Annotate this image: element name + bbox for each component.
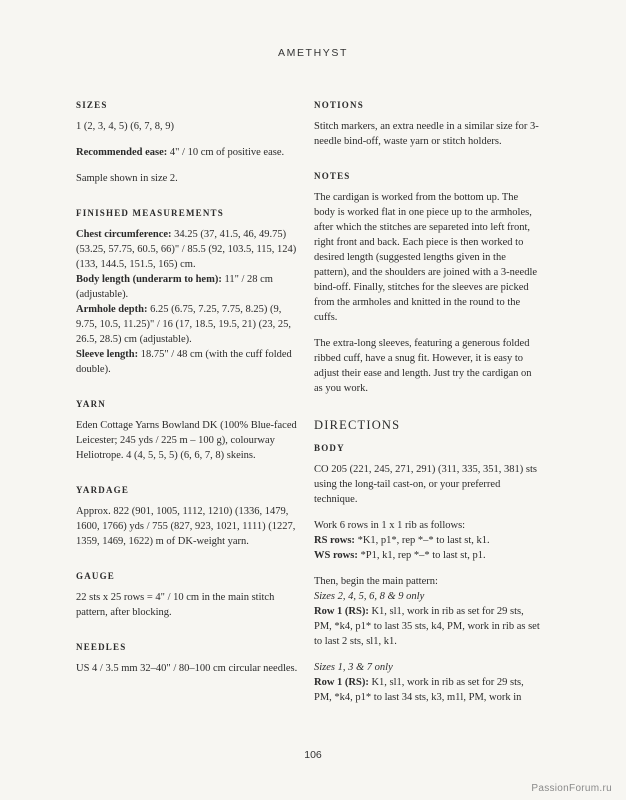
rs-rows-text: *K1, p1*, rep *–* to last st, k1. (354, 535, 490, 546)
chest-label: Chest circumference: (76, 229, 172, 240)
yarn-section (76, 399, 303, 463)
sizes-section (76, 100, 303, 186)
body-length (76, 272, 303, 302)
rs-rows-label: RS rows: (314, 535, 355, 546)
ws-rows-label: WS rows: (314, 550, 358, 561)
yardage-heading: YARDAGE (76, 485, 130, 495)
armhole-text: 6.25 (6.75, 7.25, 7.75, 8.25) (9, 9.75, 10.5, 11.25)" / 16 (17, 18.5, 19.5, 21) (23, 25, 26.5, 28.5) cm (adjustable). (76, 304, 292, 345)
sleeve-text: 18.75" / 48 cm (with the cuff folded double). (76, 349, 292, 375)
main-pattern-intro: Then, begin the main pattern: (314, 576, 438, 587)
yardage-section (76, 485, 303, 549)
rib-instructions (314, 518, 541, 563)
notes-heading: NOTES (314, 171, 351, 181)
notions-section (314, 100, 541, 149)
notes-paragraph-2: The extra-long sleeves, featuring a generous folded ribbed cuff, have a snug fit. However, it is easy to adjust their ease and length. Just try the cardigan on as you work. (314, 338, 532, 394)
yarn-text: Eden Cottage Yarns Bowland DK (100% Blue-faced Leicester; 245 yds / 225 m – 100 g), colourway Heliotrope. 4 (4, 5, 5, 5) (6, 6, 7, 8) skeins. (76, 420, 297, 461)
notions-text: Stitch markers, an extra needle in a similar size for 3-needle bind-off, waste yarn or stitch holders. (314, 121, 539, 147)
yarn-heading: YARN (76, 399, 106, 409)
recommended-ease (76, 145, 303, 160)
needles-text: US 4 / 3.5 mm 32–40" / 80–100 cm circular needles. (76, 663, 298, 674)
measurements-section (76, 208, 303, 377)
row1b-label: Row 1 (RS): (314, 677, 369, 688)
sample-size: Sample shown in size 2. (76, 173, 178, 184)
directions-heading: DIRECTIONS (314, 418, 401, 432)
cast-on-text: CO 205 (221, 245, 271, 291) (311, 335, 351, 381) sts using the long-tail cast-on, or your preferred technique. (314, 464, 538, 505)
rib-intro: Work 6 rows in 1 x 1 rib as follows: (314, 520, 466, 531)
body-length-text: 11" / 28 cm (adjustable). (76, 274, 273, 300)
gauge-text: 22 sts x 25 rows = 4" / 10 cm in the main stitch pattern, after blocking. (76, 592, 275, 618)
notes-paragraph-1: The cardigan is worked from the bottom up. The body is worked flat in one piece up to the armholes, after which the stitches are separeted into left front, right front and back. Each piece is then worked to desired length (suggested lengths given in the pattern), and the shoulders are joined with a 3-needle bind-off. Finally, stitches for the sleeves are picked from the armholes and knitted in the round to the cuffs. (314, 192, 538, 323)
chest-text: 34.25 (37, 41.5, 46, 49.75) (53.25, 57.75, 60.5, 66)" / 85.5 (92, 103.5, 115, 124) (133, 144.5, 151.5, 165) cm. (76, 229, 297, 270)
ws-rows-text: *P1, k1, rep *–* to last st, p1. (357, 550, 486, 561)
ease-text: 4" / 10 cm of positive ease. (167, 147, 285, 158)
needles-heading: NEEDLES (76, 642, 127, 652)
page-number: 106 (304, 749, 322, 761)
notions-heading: NOTIONS (314, 100, 364, 110)
sizes-heading: SIZES (76, 100, 108, 110)
sleeve-length (76, 347, 303, 377)
body-heading: BODY (314, 443, 345, 453)
row1a-label: Row 1 (RS): (314, 606, 369, 617)
measurements-heading: FINISHED MEASUREMENTS (76, 208, 224, 218)
main-pattern-a (314, 574, 541, 649)
sizes-values: 1 (2, 3, 4, 5) (6, 7, 8, 9) (76, 121, 174, 132)
sleeve-label: Sleeve length: (76, 349, 139, 360)
running-title: AMETHYST (278, 47, 348, 59)
row1a-text: K1, sl1, work in rib as set for 29 sts, PM, *k4, p1* to last 35 sts, k4, PM, work in rib as set to last 2 sts, sl1, k1. (314, 606, 540, 647)
sizes-b-label: Sizes 1, 3 & 7 only (314, 662, 393, 673)
watermark: PassionForum.ru (531, 783, 612, 794)
armhole-depth (76, 302, 303, 347)
directions-section (314, 418, 541, 705)
notes-section (314, 171, 541, 396)
gauge-heading: GAUGE (76, 571, 116, 581)
right-column (314, 100, 541, 727)
ease-label: Recommended ease: (76, 147, 168, 158)
left-column (76, 100, 303, 698)
yardage-text: Approx. 822 (901, 1005, 1112, 1210) (1336, 1479, 1600, 1766) yds / 755 (827, 923, 1021, 1111) (1227, 1359, 1469, 1622) m of DK-weight yarn. (76, 506, 296, 547)
sizes-a-label: Sizes 2, 4, 5, 6, 8 & 9 only (314, 591, 425, 602)
body-length-label: Body length (underarm to hem): (76, 274, 222, 285)
armhole-label: Armhole depth: (76, 304, 148, 315)
row1b-text: K1, sl1, work in rib as set for 29 sts, PM, *k4, p1* to last 34 sts, k3, m1l, PM, work in (314, 677, 524, 703)
chest-circumference (76, 227, 303, 272)
gauge-section (76, 571, 303, 620)
needles-section (76, 642, 303, 676)
main-pattern-b (314, 660, 541, 705)
